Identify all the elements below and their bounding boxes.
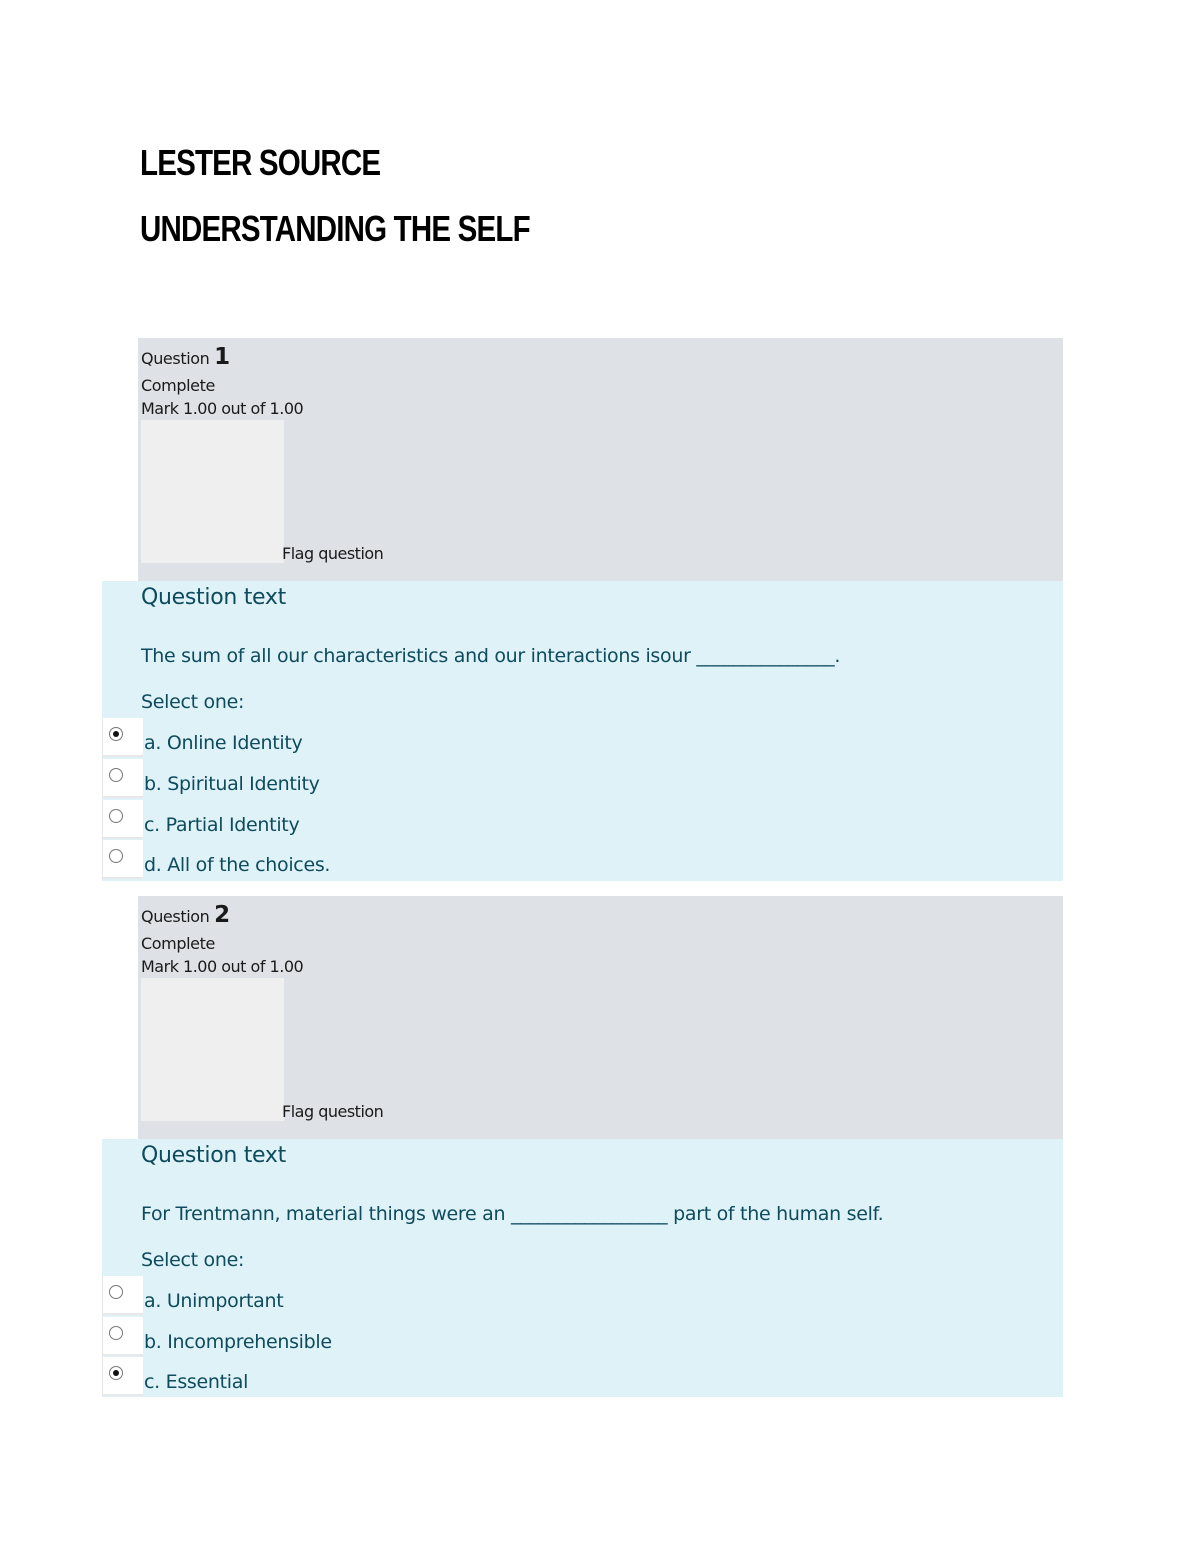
flag-icon[interactable] bbox=[141, 420, 284, 563]
question-content bbox=[102, 1139, 1063, 1397]
select-one-prompt: Select one: bbox=[141, 691, 245, 713]
radio-button[interactable] bbox=[109, 849, 123, 863]
question-number bbox=[141, 344, 230, 370]
question-label: Question bbox=[141, 349, 210, 368]
answer-option-c[interactable] bbox=[102, 800, 1063, 841]
radio-button[interactable] bbox=[109, 1285, 123, 1299]
radio-button-selected[interactable] bbox=[109, 1366, 123, 1380]
answer-option-b[interactable] bbox=[102, 759, 1063, 800]
answer-label: d. All of the choices. bbox=[144, 854, 331, 876]
answer-label: b. Incomprehensible bbox=[144, 1331, 332, 1353]
question-number-value: 2 bbox=[214, 902, 231, 928]
question-number-value: 1 bbox=[214, 344, 231, 370]
answer-option-b[interactable] bbox=[102, 1317, 1063, 1358]
question-state: Complete bbox=[141, 376, 215, 395]
question-text: The sum of all our characteristics and our interactions isour _______________. bbox=[141, 645, 841, 667]
radio-button[interactable] bbox=[109, 809, 123, 823]
flag-question-link[interactable]: Flag question bbox=[282, 1102, 384, 1121]
radio-cell bbox=[102, 1317, 143, 1356]
answer-label: b. Spiritual Identity bbox=[144, 773, 320, 795]
select-one-prompt: Select one: bbox=[141, 1249, 245, 1271]
radio-cell bbox=[102, 1276, 143, 1315]
radio-cell bbox=[102, 759, 143, 798]
question-label: Question bbox=[141, 907, 210, 926]
question-grade: Mark 1.00 out of 1.00 bbox=[141, 957, 304, 976]
radio-cell bbox=[102, 718, 143, 757]
answer-option-c[interactable] bbox=[102, 1357, 1063, 1398]
document-title: LESTER SOURCE bbox=[140, 142, 381, 183]
question-info bbox=[138, 896, 1063, 1139]
radio-button[interactable] bbox=[109, 768, 123, 782]
answer-option-a[interactable] bbox=[102, 718, 1063, 759]
answer-label: a. Unimportant bbox=[144, 1290, 284, 1312]
radio-button-selected[interactable] bbox=[109, 727, 123, 741]
question-2 bbox=[102, 896, 1063, 1397]
answer-label: a. Online Identity bbox=[144, 732, 303, 754]
answer-label: c. Partial Identity bbox=[144, 814, 300, 836]
answer-option-d[interactable] bbox=[102, 840, 1063, 881]
question-number bbox=[141, 902, 230, 928]
question-info bbox=[138, 338, 1063, 581]
radio-button[interactable] bbox=[109, 1326, 123, 1340]
radio-cell bbox=[102, 1357, 143, 1396]
question-text: For Trentmann, material things were an _________________ part of the human self. bbox=[141, 1203, 884, 1225]
question-content bbox=[102, 581, 1063, 881]
answer-option-a[interactable] bbox=[102, 1276, 1063, 1317]
radio-cell bbox=[102, 800, 143, 839]
question-grade: Mark 1.00 out of 1.00 bbox=[141, 399, 304, 418]
document-subtitle: UNDERSTANDING THE SELF bbox=[140, 208, 530, 249]
question-state: Complete bbox=[141, 934, 215, 953]
flag-question-link[interactable]: Flag question bbox=[282, 544, 384, 563]
answer-label: c. Essential bbox=[144, 1371, 249, 1393]
question-text-heading: Question text bbox=[141, 585, 286, 610]
flag-icon[interactable] bbox=[141, 978, 284, 1121]
question-text-heading: Question text bbox=[141, 1143, 286, 1168]
radio-cell bbox=[102, 840, 143, 879]
question-1 bbox=[102, 338, 1063, 881]
